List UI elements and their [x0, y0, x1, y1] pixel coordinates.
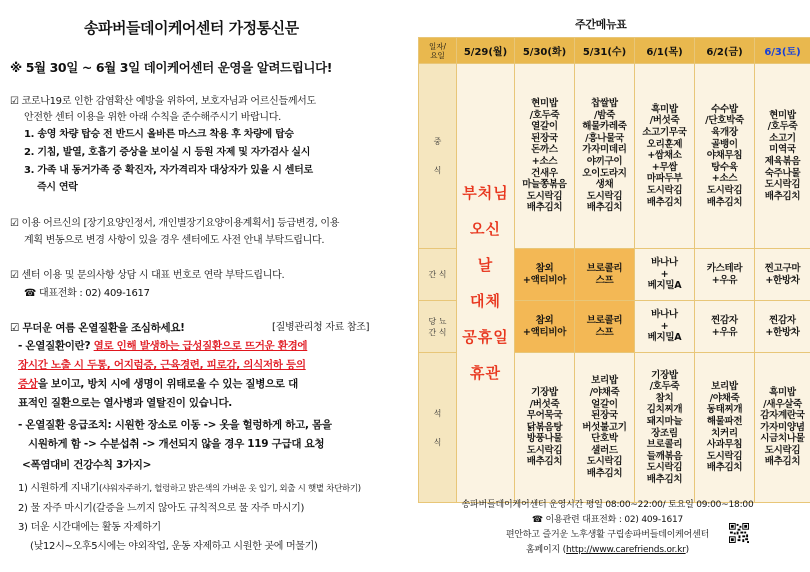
- lunch-menu-cell: [695, 64, 755, 249]
- menu-item: 배추김치: [764, 190, 801, 202]
- operating-hours: 송파버들데이케어센터 운영시간 평일 08:00~22:00/ 토요일 09:00~18:00: [461, 500, 754, 510]
- menu-item: /새우살죽: [763, 398, 802, 410]
- menu-item: 오리훈제: [646, 138, 683, 150]
- menu-item: /버섯죽: [649, 115, 680, 127]
- footer-homepage: [405, 542, 810, 555]
- menu-item: 소고기무국: [642, 127, 687, 139]
- menu-item: /야채죽: [589, 386, 620, 398]
- menu-item: 마파두부: [646, 173, 683, 185]
- homepage-link[interactable]: http://www.carefriends.or.kr: [566, 545, 686, 555]
- menu-item: +액티비아: [522, 326, 567, 338]
- heat-definition-line-4: 표적인 질환으로는 열사병과 열탈진이 있습니다.: [18, 397, 232, 409]
- menu-item: 수수밥: [711, 103, 738, 115]
- day-header: 5/29(월): [457, 38, 515, 64]
- covid-rule-3-cont: 즉시 연락: [37, 182, 78, 193]
- snack-label: 간 식: [419, 249, 457, 301]
- menu-item: /버섯죽: [529, 398, 560, 410]
- holiday-text: 공휴일: [462, 328, 509, 346]
- menu-item: /단호박죽: [705, 115, 744, 127]
- covid-intro-2: 안전한 센터 이용을 위한 아래 수칙을 준수해주시기 바랍니다.: [24, 112, 282, 123]
- menu-item: 들깨볶음: [646, 450, 683, 462]
- holiday-text: 날: [477, 256, 494, 274]
- menu-item: 찹쌀밥: [591, 98, 618, 110]
- menu-item: +소스: [711, 173, 738, 185]
- menu-item: 보리밥: [591, 375, 618, 387]
- menu-item: 사과무침: [706, 439, 743, 451]
- diabetic-menu-cell: [635, 301, 695, 353]
- heat-definition-red-2: 장시간 노출 시 두통, 어지럼증, 근육경련, 피로감, 의식저하 등의: [18, 359, 306, 371]
- menu-item: 도시락김: [646, 462, 683, 474]
- menu-item: 참치: [655, 392, 674, 404]
- menu-item: 돈까스: [531, 144, 558, 156]
- menu-item: 베지밀A: [647, 280, 682, 292]
- lunch-menu-cell: [515, 64, 575, 249]
- holiday-text: 휴관: [470, 364, 501, 382]
- heat-definition-red-1: 열로 인해 발생하는 급성질환으로 뜨거운 환경에: [93, 340, 308, 352]
- heat-tip-1-label: 1) 시원하게 지내기: [18, 483, 99, 494]
- covid-rule-3: 3. 가족 내 동거가족 중 확진자, 자가격리자 대상자가 있을 시 센터로: [24, 165, 313, 176]
- dinner-menu-cell: [575, 353, 635, 503]
- lunch-menu-cell: [635, 64, 695, 249]
- snack-menu-cell: [755, 249, 810, 301]
- menu-item: 생채: [595, 179, 614, 191]
- menu-item: 된장국: [591, 410, 618, 422]
- diabetic-label-1: 당 뇨: [428, 316, 447, 326]
- heat-definition-label: - 온열질환이란?: [18, 340, 91, 352]
- menu-item: 된장국: [531, 132, 558, 144]
- contact-note: ☑ 센터 이용 및 문의사항 상담 시 대표 번호로 연락 부탁드립니다.: [10, 270, 285, 281]
- diabetic-snack-label: [419, 301, 457, 353]
- menu-item: 배추김치: [526, 202, 563, 214]
- menu-item: 배추김치: [706, 462, 743, 474]
- menu-item: 미역국: [769, 144, 796, 156]
- menu-item: 배추김치: [646, 196, 683, 208]
- footer-slogan: 편안하고 즐거운 노후생활 구립송파버들데이케어센터: [505, 530, 710, 540]
- menu-item: 동태찌개: [706, 404, 743, 416]
- menu-header-row: [419, 38, 810, 64]
- heat-tip-1-detail: (샤워자주하기, 헐렁하고 밝은색의 가벼운 옷 입기, 외출 시 햇볕 차단하기): [98, 484, 361, 494]
- dinner-menu-cell: [635, 353, 695, 503]
- menu-panel: [405, 0, 810, 572]
- menu-item: 도시락김: [646, 184, 683, 196]
- menu-item: 도시락김: [586, 190, 623, 202]
- menu-item: 기장밥: [651, 369, 678, 381]
- menu-item: 닭볶음탕: [526, 421, 563, 433]
- heat-tip-3-note: (낮12시~오후5시에는 야외작업, 운동 자제하고 시원한 곳에 머물기): [30, 541, 318, 552]
- corner-label-2: 요일: [430, 50, 445, 60]
- menu-item: 브로콜리: [586, 315, 623, 327]
- weekly-menu-table: [418, 37, 810, 503]
- snack-menu-cell: [695, 249, 755, 301]
- menu-item: 무어묵국: [526, 410, 563, 422]
- menu-item: 도시락김: [706, 184, 743, 196]
- menu-item: +무쌈: [651, 161, 678, 173]
- menu-item: 치커리: [711, 427, 738, 439]
- menu-item: 도시락김: [764, 444, 801, 456]
- menu-item: /호두죽: [767, 121, 798, 133]
- menu-item: 샐러드: [591, 444, 618, 456]
- menu-item: 흑미밥: [651, 103, 678, 115]
- menu-item: 도시락김: [706, 450, 743, 462]
- menu-item: 건새우: [531, 167, 558, 179]
- holiday-text: 대체: [470, 292, 501, 310]
- heat-source: [질병관리청 자료 참조]: [272, 322, 370, 333]
- menu-item: 배추김치: [586, 468, 623, 480]
- menu-item: 도시락김: [526, 444, 563, 456]
- day-header-saturday: 6/3(토): [755, 38, 810, 64]
- menu-item: 가자미데리: [582, 144, 627, 156]
- menu-item: 김치찌개: [646, 404, 683, 416]
- dinner-label: 석 식: [419, 353, 457, 503]
- heat-definition-red-3: 증상: [18, 378, 38, 390]
- menu-item: 찐감자: [769, 314, 796, 326]
- menu-item: 스프: [595, 326, 614, 338]
- day-header: 6/2(금): [695, 38, 755, 64]
- menu-item: 해물파전: [706, 415, 743, 427]
- snack-menu-cell: [575, 249, 635, 301]
- heat-first-aid-1: - 온열질환 응급조치: 시원한 장소로 이동 -> 옷을 헐렁하게 하고, 몸을: [18, 419, 332, 431]
- menu-item: 배추김치: [586, 202, 623, 214]
- menu-item: +소스: [531, 156, 558, 167]
- menu-item: 보리밥: [711, 381, 738, 393]
- menu-item: 바나나: [651, 309, 678, 321]
- lunch-menu-cell: [755, 64, 810, 249]
- plan-change-1: ☑ 이용 어르신의 [장기요양인정서, 개인별장기요양이용계획서] 등급변경, 이용: [10, 218, 340, 229]
- diabetic-menu-cell: [515, 301, 575, 353]
- covid-rule-2: 2. 기침, 발열, 호흡기 증상을 보이실 시 등원 자제 및 자가검사 실시: [24, 147, 311, 158]
- menu-item: 제육볶음: [764, 156, 801, 167]
- menu-item: 골뱅이: [711, 138, 738, 150]
- newsletter-title: 송파버들데이케어센터 가정통신문: [84, 19, 299, 37]
- heat-definition-rest-3: 을 보이고, 방치 시에 생명이 위태로울 수 있는 질병으로 대: [37, 378, 298, 390]
- menu-item: 도시락김: [764, 179, 801, 191]
- holiday-text: 부처님: [462, 184, 509, 202]
- diabetic-menu-cell: [575, 301, 635, 353]
- menu-item: 장조림: [651, 427, 678, 439]
- menu-item: 카스테라: [706, 262, 743, 274]
- menu-item: +우유: [711, 326, 738, 338]
- menu-item: 찐고구마: [764, 262, 801, 274]
- menu-item: 배추김치: [646, 473, 683, 485]
- contact-phone: ☎ 대표전화 : 02) 409-1617: [24, 288, 150, 299]
- menu-item: 숙주나물: [764, 167, 801, 179]
- menu-item: 버섯불고기: [582, 421, 627, 433]
- heat-first-aid-2: 시원하게 함 -> 수분섭취 -> 개선되지 않을 경우 119 구급대 요청: [28, 438, 325, 450]
- menu-item: 시금치나물: [760, 433, 805, 445]
- menu-item: 돼지마늘: [646, 415, 683, 427]
- menu-item: 베지밀A: [647, 332, 682, 344]
- menu-item: 브로콜리: [646, 439, 683, 451]
- covid-rule-1: 1. 송영 차량 탑승 전 반드시 올바른 마스크 착용 후 차량에 탑승: [24, 129, 294, 140]
- menu-item: 현미밥: [531, 98, 558, 110]
- heat-definition-line-1: [18, 340, 307, 353]
- covid-intro-1: ☑ 코로나19로 인한 감염확산 예방을 위하여, 보호자님과 어르신들께서도: [10, 96, 316, 107]
- dinner-menu-cell: [695, 353, 755, 503]
- footer-phone: ☎ 이용관련 대표전화 : 02) 409-1617: [531, 515, 684, 525]
- corner-label-1: 일자/: [428, 41, 447, 51]
- operation-notice: ※ 5월 30일 ~ 6월 3일 데이케어센터 운영을 알려드립니다!: [10, 60, 333, 75]
- menu-item: 배추김치: [764, 456, 801, 468]
- holiday-cell: [457, 64, 515, 503]
- menu-item: 방풍나물: [526, 433, 563, 445]
- menu-item: 열갈이: [531, 121, 558, 133]
- menu-item: 오이도라지: [582, 167, 627, 179]
- menu-item: +: [660, 320, 669, 332]
- date-day-header: [419, 38, 457, 64]
- dinner-menu-cell: [515, 353, 575, 503]
- menu-item: +우유: [711, 274, 738, 286]
- menu-item: 야끼구이: [586, 156, 623, 167]
- day-header: 5/30(화): [515, 38, 575, 64]
- holiday-text: 오신: [470, 220, 501, 238]
- heat-title: ☑ 무더운 여름 온열질환을 조심하세요!: [10, 322, 185, 334]
- menu-item: /호두죽: [529, 109, 560, 121]
- plan-change-2: 계획 변동으로 변경 사항이 있을 경우 센터에도 사전 안내 부탁드립니다.: [24, 235, 325, 246]
- menu-item: 도시락김: [526, 190, 563, 202]
- menu-item: 육개장: [711, 127, 738, 139]
- menu-item: 브로콜리: [586, 263, 623, 275]
- lunch-label: 중 식: [419, 64, 457, 249]
- day-header: 5/31(수): [575, 38, 635, 64]
- menu-item: /야채죽: [709, 392, 740, 404]
- menu-item: 배추김치: [526, 456, 563, 468]
- homepage-end: ): [685, 545, 689, 555]
- menu-item: +한방차: [765, 326, 800, 338]
- menu-item: 얼갈이: [591, 398, 618, 410]
- dinner-menu-cell: [755, 353, 810, 503]
- snack-menu-cell: [515, 249, 575, 301]
- menu-item: 참외: [535, 263, 554, 275]
- lunch-row: [419, 64, 810, 249]
- menu-item: 기장밥: [531, 386, 558, 398]
- heat-tip-1: [18, 483, 361, 496]
- menu-item: /밤죽: [594, 109, 615, 121]
- diabetic-menu-cell: [695, 301, 755, 353]
- menu-item: /호두죽: [649, 381, 680, 393]
- menu-item: 바나나: [651, 257, 678, 269]
- menu-item: +액티비아: [522, 274, 567, 286]
- lunch-menu-cell: [575, 64, 635, 249]
- menu-item: 흑미밥: [769, 386, 796, 398]
- menu-item: 단호박: [591, 433, 618, 445]
- qr-code-icon: [729, 523, 749, 543]
- heat-definition-line-2: [18, 359, 306, 372]
- menu-item: 현미밥: [769, 109, 796, 121]
- menu-item: /흥나물국: [585, 132, 624, 144]
- menu-title: 주간메뉴표: [575, 18, 627, 31]
- homepage-label: 홈페이지 (: [526, 545, 566, 555]
- snack-menu-cell: [635, 249, 695, 301]
- menu-item: 탕수육: [711, 161, 738, 173]
- diabetic-label-2: 간 식: [428, 327, 447, 337]
- menu-item: +한방차: [765, 274, 800, 286]
- day-header: 6/1(목): [635, 38, 695, 64]
- menu-item: 스프: [595, 274, 614, 286]
- heat-tip-2: 2) 물 자주 마시기(갈증을 느끼지 않아도 규칙적으로 물 자주 마시기): [18, 503, 305, 514]
- menu-item: 야채무침: [706, 150, 743, 162]
- menu-item: 도시락김: [586, 456, 623, 468]
- menu-item: 해물카레죽: [582, 121, 627, 133]
- heat-rules-title: <폭염대비 건강수칙 3가지>: [22, 459, 152, 471]
- menu-item: 감자계란국: [760, 410, 805, 422]
- menu-item: 가자미양념: [760, 421, 805, 433]
- menu-item: +쌈채소: [647, 150, 682, 162]
- heat-tip-3: 3) 더운 시간대에는 활동 자제하기: [18, 522, 161, 533]
- menu-item: 배추김치: [706, 196, 743, 208]
- menu-item: 소고기: [769, 132, 796, 144]
- menu-item: 참외: [535, 315, 554, 327]
- menu-item: +: [660, 268, 669, 280]
- menu-item: 마늘쫑볶음: [522, 179, 567, 191]
- menu-item: 찐감자: [711, 314, 738, 326]
- diabetic-menu-cell: [755, 301, 810, 353]
- heat-definition-line-3: [18, 378, 298, 391]
